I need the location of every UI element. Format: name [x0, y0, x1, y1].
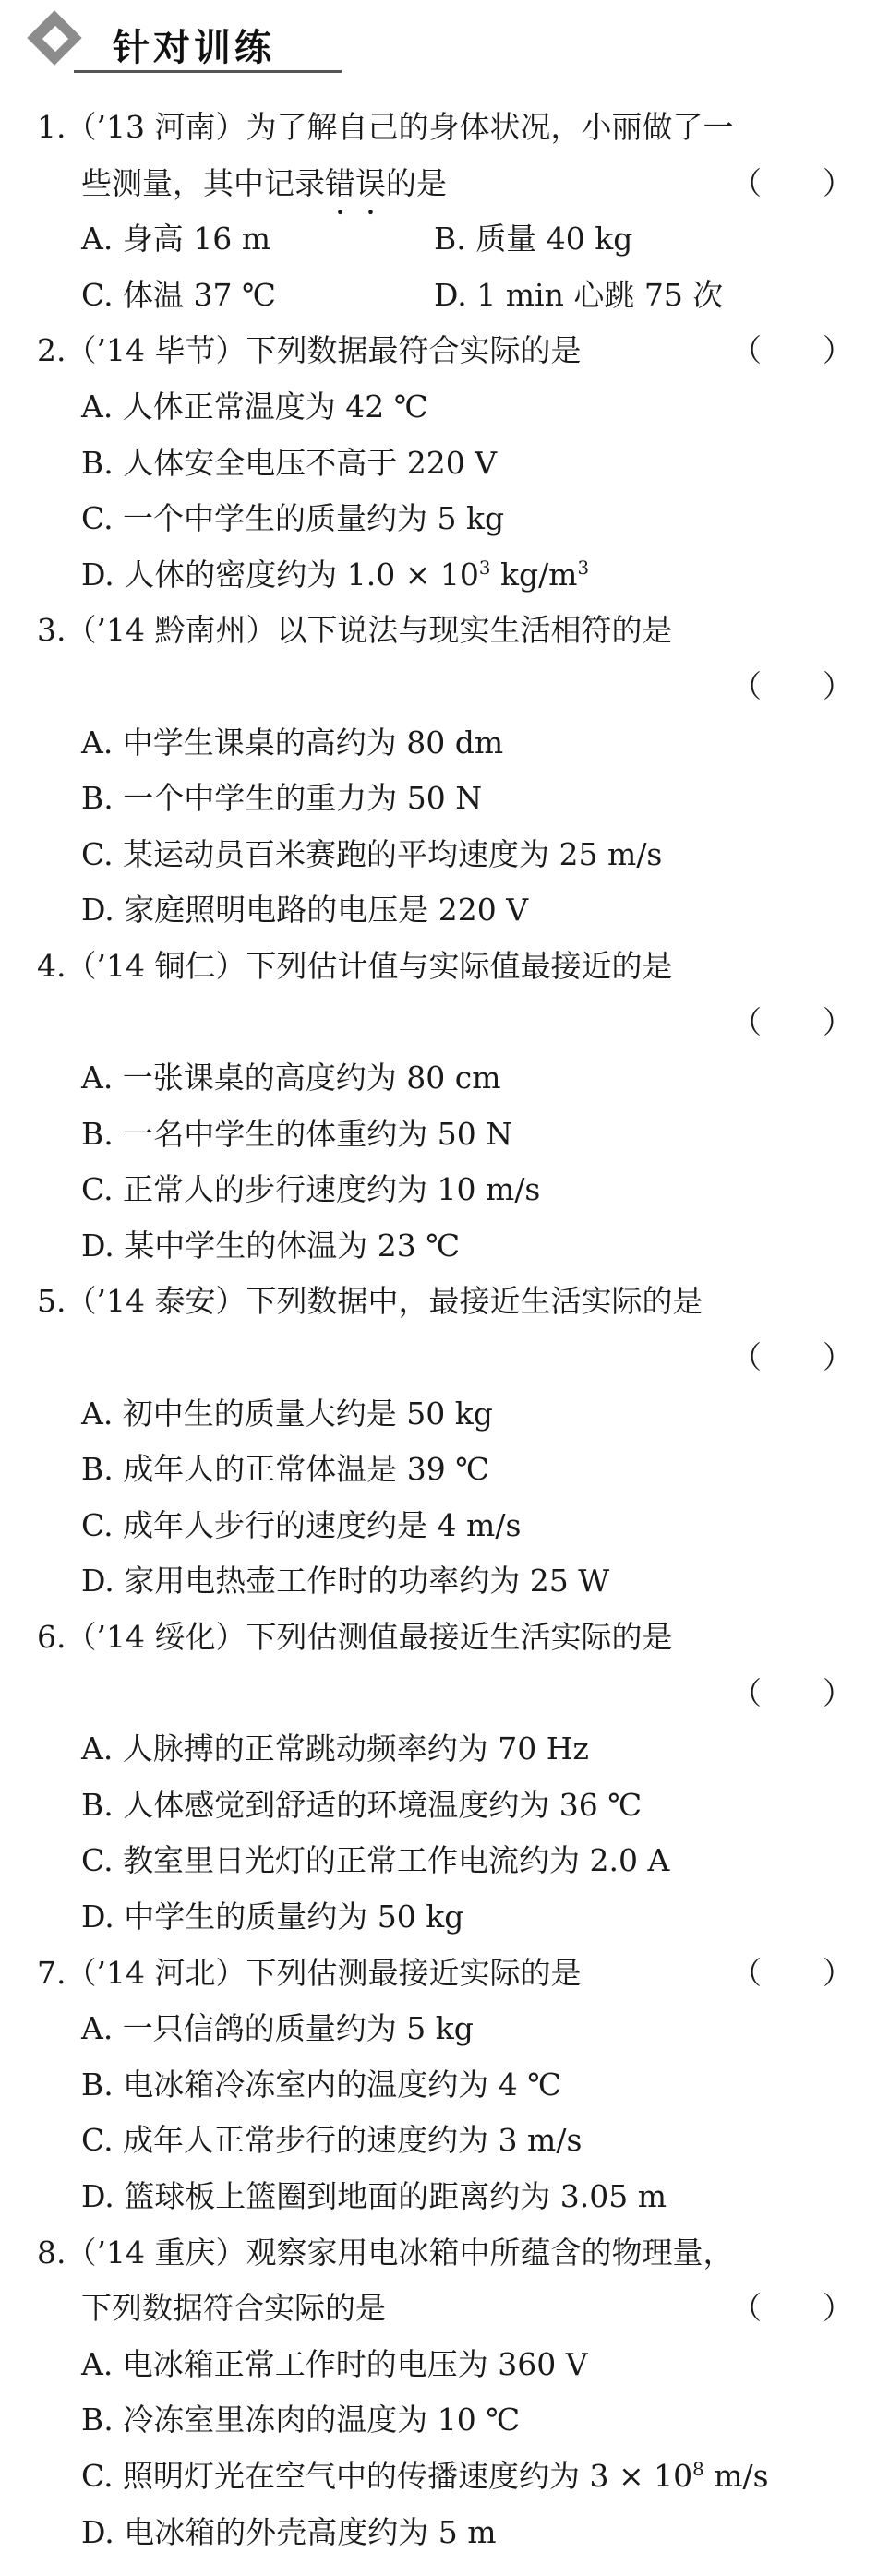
- option-a: A. 中学生课桌的高约为 80 dm: [81, 724, 504, 761]
- option-b: B. 人体安全电压不高于 220 V: [81, 444, 498, 481]
- option-a: A. 一张课桌的高度约为 80 cm: [81, 1060, 501, 1096]
- answer-bracket: （ ）: [731, 332, 853, 369]
- question-8-stem-line2: 下列数据符合实际的是 （ ）: [37, 2281, 859, 2337]
- emphasis-char: 误: [355, 164, 386, 201]
- option-a: A. 人脉搏的正常跳动频率约为 70 Hz: [81, 1731, 589, 1767]
- option-a: A. 初中生的质量大约是 50 kg: [81, 1395, 493, 1432]
- option-d: D. 中学生的质量约为 50 kg: [81, 1899, 464, 1935]
- option-a: A. 人体正常温度为 42 ℃: [81, 388, 428, 425]
- option-b: B. 一个中学生的重力为 50 N: [81, 780, 483, 817]
- question-1-stem-line2: 些测量，其中记录错误的是 （ ）: [37, 156, 859, 212]
- answer-bracket: （ ）: [731, 1339, 853, 1376]
- question-3-stem: 3.（’14 黔南州）以下说法与现实生活相符的是: [37, 612, 673, 649]
- answer-bracket-line: [37, 995, 859, 1051]
- answer-bracket: （ ）: [731, 667, 853, 704]
- question-8-stem-line1: 8.（’14 重庆）观察家用电冰箱中所蕴含的物理量，: [37, 2234, 734, 2270]
- option-b: B. 人体感觉到舒适的环境温度约为 36 ℃: [81, 1786, 643, 1823]
- question-1-stem-line1: 1.（’13 河南）为了解自己的身体状况，小丽做了一: [37, 109, 734, 145]
- question-6-stem: 6.（’14 绥化）下列估测值最接近生活实际的是: [37, 1619, 673, 1656]
- emphasis-char: 错: [325, 164, 355, 201]
- option-c: C. 照明灯光在空气中的传播速度约为 $3 \times 10^8$ m/s: [81, 2457, 769, 2494]
- option-b: B. 质量 40 kg: [434, 221, 633, 258]
- answer-bracket-line: [37, 1666, 859, 1722]
- header-underline: [74, 70, 342, 73]
- option-a: A. 电冰箱正常工作时的电压为 360 V: [81, 2345, 588, 2382]
- question-4-stem: 4.（’14 铜仁）下列估计值与实际值最接近的是: [37, 947, 673, 984]
- answer-bracket-line: [37, 1330, 859, 1386]
- question-list: [37, 100, 859, 2560]
- option-b: B. 一名中学生的体重约为 50 N: [81, 1115, 513, 1152]
- option-c: C. 成年人步行的速度约是 4 m/s: [81, 1506, 522, 1543]
- option-d: D. 人体的密度约为 $1.0 \times 10^3$ $kg/m^3$: [81, 556, 590, 593]
- option-d: D. 家用电热壶工作时的功率约为 25 W: [81, 1563, 610, 1600]
- option-d: D. 家庭照明电路的电压是 220 V: [81, 892, 529, 929]
- answer-bracket: （ ）: [731, 164, 853, 201]
- option-c: C. 一个中学生的质量约为 5 kg: [81, 500, 505, 537]
- answer-bracket: （ ）: [731, 1674, 853, 1711]
- option-c: C. 教室里日光灯的正常工作电流约为 2.0 A: [81, 1842, 670, 1879]
- option-c: C. 体温 37 ℃: [81, 276, 276, 313]
- question-5-stem: 5.（’14 泰安）下列数据中，最接近生活实际的是: [37, 1283, 703, 1320]
- question-2-stem: 2.（’14 毕节）下列数据最符合实际的是 （ ）: [37, 323, 859, 379]
- option-b: B. 冷冻室里冻肉的温度为 10 ℃: [81, 2402, 521, 2438]
- option-d: D. 电冰箱的外壳高度约为 5 m: [81, 2513, 497, 2550]
- question-1-options-cd: [37, 268, 859, 324]
- option-b: B. 电冰箱冷冻室内的温度约为 4 ℃: [81, 2066, 562, 2103]
- section-title: 针对训练: [113, 27, 275, 69]
- option-c: C. 某运动员百米赛跑的平均速度为 25 m/s: [81, 835, 663, 872]
- option-d: D. 某中学生的体温为 23 ℃: [81, 1227, 461, 1264]
- option-d: D. 1 min 心跳 75 次: [434, 276, 724, 313]
- option-a: A. 身高 16 m: [81, 221, 271, 258]
- answer-bracket: （ ）: [731, 2290, 853, 2327]
- question-7-stem: 7.（’14 河北）下列估测最接近实际的是 （ ）: [37, 1946, 859, 2002]
- option-c: C. 正常人的步行速度约为 10 m/s: [81, 1171, 541, 1208]
- option-d: D. 篮球板上篮圈到地面的距离约为 3.05 m: [81, 2177, 667, 2214]
- option-b: B. 成年人的正常体温是 39 ℃: [81, 1451, 490, 1488]
- question-1-options-ab: [37, 211, 859, 268]
- section-header: [28, 11, 342, 68]
- option-a: A. 一只信鸽的质量约为 5 kg: [81, 2010, 474, 2047]
- answer-bracket: （ ）: [731, 1003, 853, 1040]
- answer-bracket-line: [37, 659, 859, 715]
- option-c: C. 成年人正常步行的速度约为 3 m/s: [81, 2122, 583, 2159]
- answer-bracket: （ ）: [731, 1954, 853, 1991]
